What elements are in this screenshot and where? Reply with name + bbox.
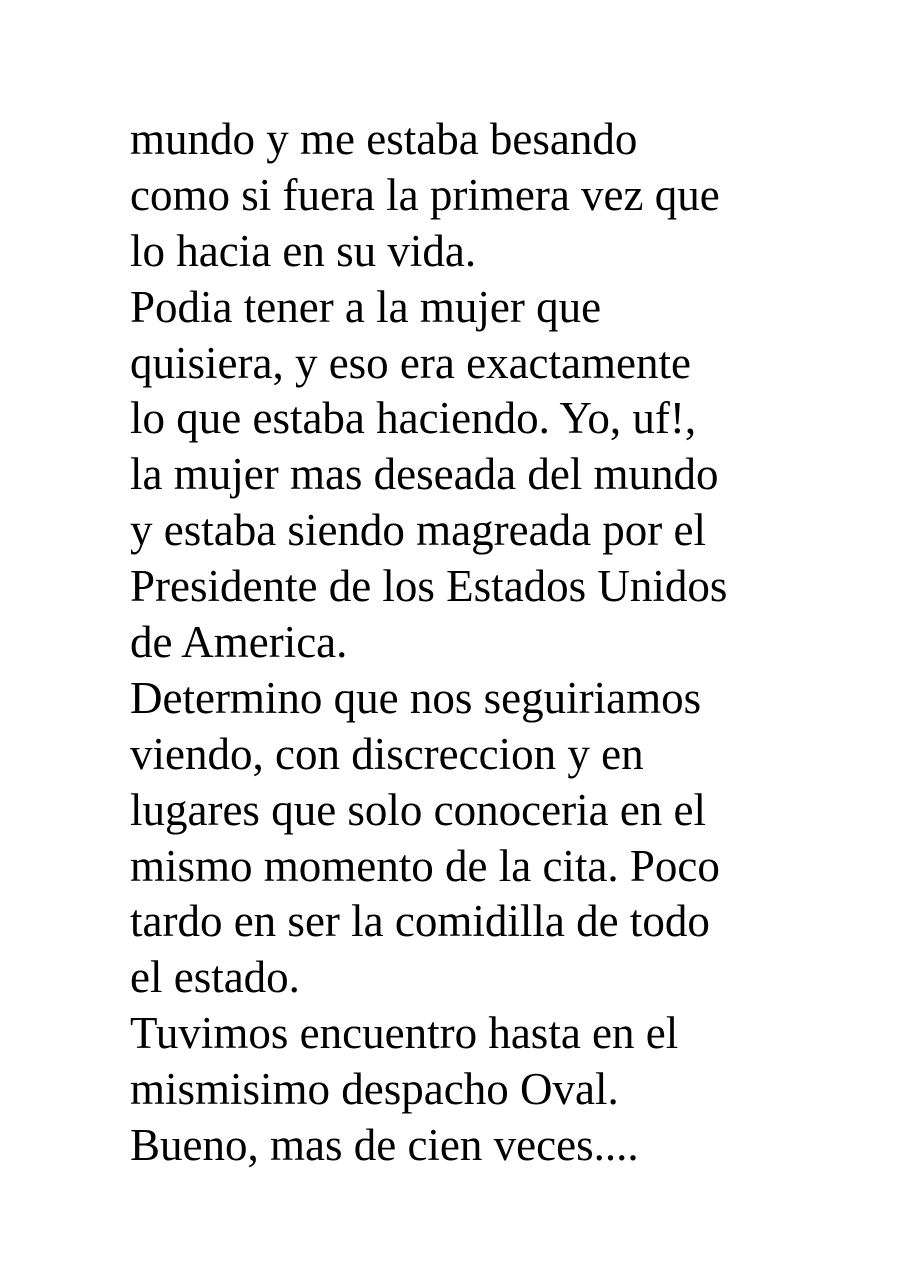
text-line: mundo y me estaba besando	[130, 114, 638, 164]
text-line: y estaba siendo magreada por el	[130, 505, 707, 556]
text-line: de America.	[130, 617, 348, 668]
text-line: como si fuera la primera vez que	[130, 169, 720, 220]
text-line: Determino que nos seguiriamos	[130, 672, 702, 723]
text-line: lo hacia en su vida.	[130, 225, 477, 276]
text-line: Bueno, mas de cien veces....	[130, 1120, 639, 1171]
text-line: Tuvimos encuentro hasta en el	[130, 1008, 679, 1059]
text-line: mismo momento de la cita. Poco	[130, 840, 720, 891]
text-line: el estado.	[130, 952, 300, 1003]
text-line: la mujer mas deseada del mundo	[130, 449, 719, 500]
body-text	[130, 112, 850, 1174]
text-line: lugares que solo conoceria en el	[130, 784, 707, 835]
text-line: mismisimo despacho Oval.	[130, 1064, 619, 1115]
text-line: Podia tener a la mujer que	[130, 281, 602, 332]
text-line: Presidente de los Estados Unidos	[130, 561, 728, 612]
text-line: tardo en ser la comidilla de todo	[130, 896, 710, 947]
text-line: quisiera, y eso era exactamente	[130, 337, 691, 388]
text-line: viendo, con discreccion y en	[130, 728, 644, 779]
text-line: lo que estaba haciendo. Yo, uf!,	[130, 393, 697, 444]
